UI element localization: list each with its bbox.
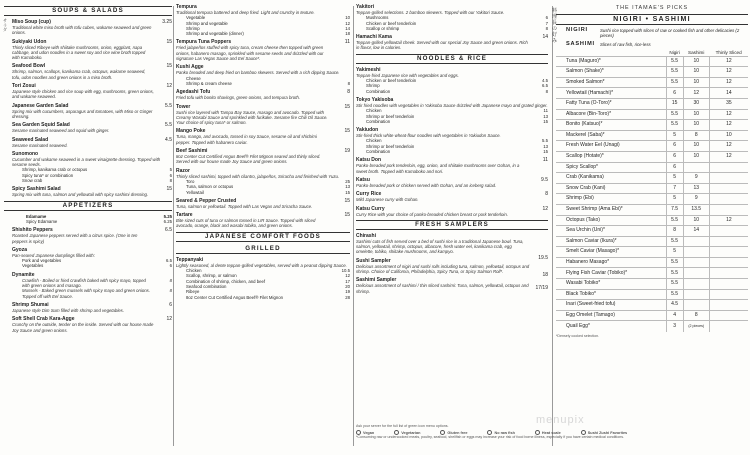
table-row xyxy=(556,109,748,120)
price-cell xyxy=(709,289,748,300)
table-row xyxy=(556,56,748,67)
menu-item: Razor Thinly sliced sashimi, topped with cilantro, jalapeños, Sriracha and finished with Yuzu. Toro 25 Tuna, salmon or octopus 13 Yellowtail 15 xyxy=(176,167,350,195)
price-cell xyxy=(683,321,709,332)
price-cell: 10 xyxy=(709,130,748,141)
table-row xyxy=(556,120,748,131)
table-row xyxy=(556,289,748,300)
price-cell: 10 xyxy=(683,120,709,131)
menu-item: Sunomono Cucumber and wakame seaweed in a sweet vinaigrette dressing. Topped with sesame seeds. Shrimp, kanikama crab or octopus 5 Spicy tuna* or combination 6 Snow crab 8 xyxy=(12,150,172,184)
menu-item: Tempura Tuna Poppers Fried jalapeños stuffed with spicy tuna, cream cheese then topped with green onions, habanero masago, sprinkled with sesame seeds and drizzled with our signature Las Vegas Sauce and Eel Sauce*. 11 xyxy=(176,39,350,62)
price-cell: 5.5 xyxy=(666,257,683,268)
menu-item: Sushi Sampler Delicious assortment of nigiri and sushi rolls including tuna, salmon, yellowtail, octopus and shrimp. Choice of California, Philadelphia, Spicy Tuna, or Spicy Salmon Roll*. 18 xyxy=(356,257,548,278)
price-cell: 6 xyxy=(666,162,683,173)
fish-name: Mackerel (Saba)* xyxy=(556,130,666,141)
price-cell: 8 xyxy=(683,130,709,141)
table-row xyxy=(556,77,748,88)
price-cell: 5 xyxy=(666,194,683,205)
fish-name: Fatty Tuna (O-Toro)* xyxy=(556,98,666,109)
column-divider xyxy=(552,6,553,446)
table-row xyxy=(556,236,748,247)
price-cell xyxy=(709,204,748,215)
footer xyxy=(356,424,748,440)
fish-name: Inari (Sweet-fried tofu) xyxy=(556,300,666,311)
quail-note: (2 pieces) xyxy=(688,323,705,328)
nigiri-sashimi-header: NIGIRI • SASHIMI xyxy=(556,14,748,25)
menu-item: Sukiyaki Udon Thinly sliced Ribeye with shiitake mushrooms, onion, eggplant, napa cabbage, and udon noodles in a sweet soy and rice wine broth topped with Kamaboko. 15 xyxy=(12,38,172,61)
menu-item: Agedashi Tofu Fried tofu with bonito shavings, green onions, and tempura broth. 8 xyxy=(176,89,350,101)
table-row xyxy=(556,310,748,321)
menu-item: Chirashi Sashimi cuts of fish served over a bed of sushi rice in a traditional Japanese bowl. Tuna, salmon, yellowtail, shrimp, octopus, albacore, fresh water eel, kanikama crab, egg omelette, tobiko, shiitake mushrooms, and kampyo. 19.5 xyxy=(356,232,548,261)
price-cell: 10 xyxy=(683,141,709,152)
menu-item: Miso Soup (cup) Traditional white miso broth with tofu cubes, wakame seaweed and green onions. 3.25 xyxy=(12,19,172,36)
price-cell xyxy=(709,300,748,311)
fish-name: Albacore (Bin-Toro)* xyxy=(556,109,666,120)
menu-item: Soft Shell Crab Kara-Agge Crunchy on the outside, tender on the inside. Served with our house made Joy Sauce and green onions. 12 xyxy=(12,316,172,333)
fish-name: Shrimp (Ebi) xyxy=(556,194,666,205)
table-row xyxy=(556,321,748,332)
section-header-noodles: NOODLES & RICE xyxy=(356,54,548,64)
fish-name: Salmon Caviar (Ikura)* xyxy=(556,236,666,247)
price-cell xyxy=(683,236,709,247)
legend-item: Vegan xyxy=(356,430,374,435)
price-cell: 5.5 xyxy=(666,109,683,120)
price-cell: 12 xyxy=(709,120,748,131)
menu-item: Katsu Don Panko-breaded pork tenderloin, egg, onion, and shiitake mushrooms over Gohan, in a sweet broth. Topped with Kamaboko and nori. 11 xyxy=(356,157,548,174)
table-row xyxy=(556,268,748,279)
price-cell xyxy=(709,321,748,332)
price-cell xyxy=(683,162,709,173)
price-cell: 12 xyxy=(683,88,709,99)
table-row xyxy=(556,300,748,311)
picks-title: THE ITAMAE'S PICKS xyxy=(615,5,689,11)
price-cell xyxy=(683,289,709,300)
price-cell: 10 xyxy=(683,77,709,88)
menu-item: Tartare Bite sized cuts of tuna or salmon tossed in LIR Sauce. Topped with sliced avocado, orange, black and wasabi tobiko, and green onions. 15 xyxy=(176,212,350,229)
soups-japanese-label: サラダ xyxy=(3,18,7,33)
price-cell: 5.5 xyxy=(666,289,683,300)
table-row xyxy=(556,173,748,184)
price-cell: 12 xyxy=(709,67,748,78)
price-cell xyxy=(683,300,709,311)
fish-name: Tuna (Maguro)* xyxy=(556,56,666,67)
section-header-grilled: GRILLED xyxy=(176,245,350,254)
price-cell: 6 xyxy=(666,151,683,162)
menu-item: Tokyo Yakisoba Stir fried noodles with vegetables in Yakisoba Sauce drizzled with Japanese mayo and grated ginger. Chicken 11 Shrimp or beef tenderloin 13 Combination 15 xyxy=(356,96,548,124)
picks-japanese-label: 料理長の好み xyxy=(552,8,558,44)
fish-name: Spicy Scallop* xyxy=(556,162,666,173)
price-cell xyxy=(709,236,748,247)
price-cell: 10 xyxy=(683,215,709,226)
price-cell: 14 xyxy=(709,88,748,99)
menu-item: Mango Poke Tuna, mango, and avocado, tossed in soy Sauce, sesame oil and shichimi pepper. Topped with habanero caviar. 15 xyxy=(176,128,350,145)
price-cell xyxy=(709,194,748,205)
price-cell xyxy=(683,279,709,290)
table-note: *Densely cooked selection. xyxy=(556,333,600,338)
nigiri-sashimi-explainer: NIGIRI SASHIMI Sushi rice topped with slices of raw or cooked fish and other delicacies (2 pieces) Slices of raw fish, rice-less xyxy=(566,27,740,48)
price-cell xyxy=(709,247,748,258)
price-cell: 5 xyxy=(666,173,683,184)
column-divider xyxy=(353,6,354,446)
table-row xyxy=(556,141,748,152)
menu-item: Tower Sushi rice layered with Tampa Bay Sauce, masago and avocado. Topped with Creamy Wasabi Sauce and sprinkled with furikake. Sesame fire Chili Oil Sauce. Your choice of spicy tuna* or salmon. 15 xyxy=(176,103,350,126)
menu-column-4 xyxy=(552,4,748,339)
table-row xyxy=(556,226,748,237)
column-header: Thinly Sliced xyxy=(715,50,742,56)
menu-item: Gyoza Pan-seared Japanese dumplings filled with: Pork and vegetables 6.5 Vegetables 6 xyxy=(12,246,172,269)
watermark: menupix xyxy=(536,414,585,426)
price-cell: 7.5 xyxy=(666,204,683,215)
menu-item: Sea Garden Squid Salad Sesame marinated seaweed and squid with ginger. 5.5 xyxy=(12,122,172,134)
fish-name: Black Tobiko* xyxy=(556,289,666,300)
menu-item: Katsu Panko-breaded pork or chicken served with Gohan, and an iceberg salad. 9.5 xyxy=(356,176,548,188)
price-cell: 12 xyxy=(709,141,748,152)
table-row xyxy=(556,162,748,173)
table-row xyxy=(556,98,748,109)
table-row xyxy=(556,204,748,215)
fish-name: Sea Urchin (Uni)* xyxy=(556,226,666,237)
fish-name: Smoked Salmon* xyxy=(556,77,666,88)
table-row xyxy=(556,257,748,268)
fish-name: Wasabi Tobiko* xyxy=(556,279,666,290)
menu-item: Shishito Peppers Roasted Japanese peppers served with a citrus spice. (One in ten peppers is spicy) 6.5 xyxy=(12,227,172,244)
price-cell: 10 xyxy=(683,109,709,120)
legend-item: Heat scale xyxy=(535,430,561,435)
menu-item: Curry Rice Mild Japanese curry with Gohan. 8 xyxy=(356,191,548,203)
table-row xyxy=(556,130,748,141)
price-cell xyxy=(709,268,748,279)
menu-item: Seafood Bowl Shrimp, salmon, scallops, kanikama crab, octopus, wakame seaweed, tofu, udon noodles and green onions in a miso broth. 15 xyxy=(12,63,172,80)
price-cell: 7 xyxy=(666,183,683,194)
price-cell xyxy=(709,173,748,184)
fish-name: Scallop (Hotate)* xyxy=(556,151,666,162)
table-row xyxy=(556,183,748,194)
fish-name: Smelt Caviar (Masago)* xyxy=(556,247,666,258)
menu-column-2 xyxy=(176,4,350,303)
price-cell: 10 xyxy=(683,56,709,67)
column-header: Nigiri xyxy=(669,50,680,56)
price-cell: 8 xyxy=(666,226,683,237)
menu-item: Teppanyaki Lightly seasoned, al dente teppan-grilled vegetables, served with a peanut dipping Sauce. Chicken 10.5 Scallop, shrimp, or salmon 12 Combination of shrimp, chicken, and beef 17 Seafood combination 20 Ribeye 19 8oz Center Cut Certified Angus Beef® Filet Mignon 28 xyxy=(176,256,350,300)
footer-warning: *Consuming raw or undercooked meats, poultry, seafood, shellfish or eggs may increase your risk of food borne illness, especially if you have certain medical conditions. xyxy=(356,435,625,440)
price-cell: 13.5 xyxy=(683,204,709,215)
menu-item: Seaweed Salad Sesame marinated seaweed. 4.5 xyxy=(12,136,172,148)
menu-item: Beef Sashimi 8oz Center Cut Certified Angus Beef® Filet Mignon seared and thinly sliced. Served with our house made Joy Sauce and green onions. 19 xyxy=(176,148,350,165)
price-cell xyxy=(709,279,748,290)
menu-sub-item: Spicy tuna* or combination 6 xyxy=(22,172,172,178)
menu-item: Tempura Traditional tempura battered and deep fried. Light and crunchy in texture. Vegetable 10 Shrimp and vegetable 12 Shrimp 14 Shrimp and vegetable (dinner) 18 xyxy=(176,4,350,37)
fish-name: Habanero Masago* xyxy=(556,257,666,268)
menu-item: Japanese Garden Salad Spring mix with cucumbers, asparagus and tomatoes, with Miso or Ginger dressing. 5.5 xyxy=(12,102,172,119)
price-cell: 5.5 xyxy=(666,215,683,226)
price-cell xyxy=(709,162,748,173)
menu-item: Hamachi Kama Teppan-grilled yellowtail cheek. Served with our special Joy Sauce and green onions. Rich in flavor, low in calories. 14 xyxy=(356,34,548,51)
section-header-comfort: JAPANESE COMFORT FOODS xyxy=(176,232,350,242)
menu-column-1 xyxy=(4,4,172,336)
menu-item: Katsu Curry Curry Rice with your choice of panko-breaded chicken breast or pork tenderloin. 12 xyxy=(356,205,548,217)
table-row xyxy=(556,194,748,205)
price-cell: 5 xyxy=(666,130,683,141)
price-cell: 12 xyxy=(709,109,748,120)
menu-item: Yakimeshi Teppan-fried Japanese rice with vegetables and eggs. Chicken or beef tenderloin 4.5 Shrimp 6.5 Combination 8 xyxy=(356,66,548,94)
menu-item: Edamame 5.25 Spicy Edamame 6.25 xyxy=(26,213,172,224)
menu-item: Spicy Sashimi Salad Spring mix with tuna, salmon and yellowtail with spicy sashimi dressing. 15 xyxy=(12,186,172,198)
price-cell: 5.5 xyxy=(666,56,683,67)
price-cell: 12 xyxy=(709,77,748,88)
price-cell: 6 xyxy=(666,141,683,152)
legend-item: Gluten free xyxy=(440,430,467,435)
fish-name: Bonito (Katsuo)* xyxy=(556,120,666,131)
price-cell: 12 xyxy=(709,215,748,226)
price-cell: 5.5 xyxy=(666,236,683,247)
table-row xyxy=(556,88,748,99)
price-cell: 5.5 xyxy=(666,67,683,78)
menu-item: Shrimp Shumai Japanese style Dim Sum filled with shrimp and vegetables. 6 xyxy=(12,301,172,313)
menu-item: Tori Zosui Japanese style chicken and rice soup with egg, mushrooms, green onions, and wakame seaweed. 12 xyxy=(12,83,172,100)
price-cell: 13 xyxy=(683,183,709,194)
price-cell: 9 xyxy=(683,173,709,184)
price-cell xyxy=(709,257,748,268)
price-cell: 5.5 xyxy=(666,77,683,88)
fish-name: Quail Egg* xyxy=(556,321,666,332)
price-cell: 15 xyxy=(666,98,683,109)
legend-item: Vegetarian xyxy=(394,430,420,435)
fish-name: Crab (Kanikama) xyxy=(556,173,666,184)
price-cell: 35 xyxy=(709,98,748,109)
price-cell: 30 xyxy=(683,98,709,109)
menu-item: Sashimi Sampler Delicious assortment of sashimi / thin sliced sashimi: Tuna, salmon, yellowtail, octopus and shrimp. 17/19 xyxy=(356,277,548,294)
price-cell xyxy=(683,257,709,268)
column-header: Sashimi xyxy=(688,50,705,56)
fish-name: Salmon (Shake)* xyxy=(556,67,666,78)
price-cell: 4.5 xyxy=(666,300,683,311)
price-cell: 10 xyxy=(683,67,709,78)
price-cell: 5.5 xyxy=(666,279,683,290)
fish-name: Yellowtail (Hamachi)* xyxy=(556,88,666,99)
price-cell: 5.5 xyxy=(666,120,683,131)
fish-name: Snow Crab (Kani) xyxy=(556,183,666,194)
price-cell: 9 xyxy=(683,194,709,205)
price-cell: 6 xyxy=(666,88,683,99)
price-cell xyxy=(683,268,709,279)
column-divider xyxy=(173,6,174,446)
menu-item: Kushi Agge Panko breaded and deep fried on bamboo skewers. Served with a rich dipping Sauce. Cheese Shrimp & cream cheese 8 xyxy=(176,64,350,86)
section-header-soups: SOUPS & SALADS xyxy=(4,6,172,16)
table-row xyxy=(556,67,748,78)
price-cell: 5.5 xyxy=(666,268,683,279)
price-cell xyxy=(709,183,748,194)
price-cell: 5 xyxy=(666,247,683,258)
menu-item: Yakiudon Stir-fried thick white wheat-flour noodles with vegetables in Yakiudon Sauce. Chicken 5.5 Shrimp or beef tenderloin 13 Combination 15 xyxy=(356,127,548,155)
nigiri-sashimi-table xyxy=(556,50,748,331)
section-header-appetizers: APPETIZERS xyxy=(4,201,172,211)
menu-sub-item: Shrimp, kanikama crab or octopus 5 xyxy=(22,167,172,173)
price-cell: 12 xyxy=(709,151,748,162)
price-cell xyxy=(709,226,748,237)
table-row xyxy=(556,151,748,162)
price-cell: 10 xyxy=(683,151,709,162)
fish-name: Egg Omelet (Tamago) xyxy=(556,310,666,321)
section-header-fresh-samplers: FRESH SAMPLERS xyxy=(356,220,548,230)
legend-item: No raw fish xyxy=(487,430,514,435)
footer-ask: Ask your server for the full list of green icon menu options. xyxy=(356,424,449,428)
legend-item: Sushi Zushi Favorites xyxy=(581,430,627,435)
menu-item: Dynamite Crawfish - Boiled or fried crawfish baked with spicy mayo, topped with green onions and masago. 8 Mussels - Baked green mussels with spicy mayo and green onions. Topped off with Eel Sauce. 8 xyxy=(12,271,172,299)
price-cell: 14 xyxy=(683,226,709,237)
price-cell xyxy=(683,247,709,258)
price-cell: 3 xyxy=(666,321,683,332)
price-cell: 8 xyxy=(683,310,709,321)
price-cell: 4 xyxy=(666,310,683,321)
table-row xyxy=(556,215,748,226)
table-row xyxy=(556,279,748,290)
fish-name: Flying Fish Caviar (Tobiko)* xyxy=(556,268,666,279)
menu-item: Seared & Pepper Crusted Tuna, salmon or yellowtail. Topped with Las Vegas and Sriracha Sauce. 15 xyxy=(176,197,350,209)
price-cell xyxy=(709,310,748,321)
table-row xyxy=(556,247,748,258)
fish-name: Fresh Water Eel (Unagi) xyxy=(556,141,666,152)
fish-name: Octopus (Tako) xyxy=(556,215,666,226)
price-cell: 12 xyxy=(709,56,748,67)
menu-column-3 xyxy=(356,4,548,297)
fish-name: Sweet Shrimp (Ama Ebi)* xyxy=(556,204,666,215)
menu-sub-item: Snow crab 8 xyxy=(22,178,172,184)
menu-item: Yakitori Teppan-grilled selections. 2 bamboo skewers. Topped with our Yakitori Sauce. Mushrooms 6 Chicken or beef tenderloin 7 Scallop or shrimp 8 xyxy=(356,4,548,31)
